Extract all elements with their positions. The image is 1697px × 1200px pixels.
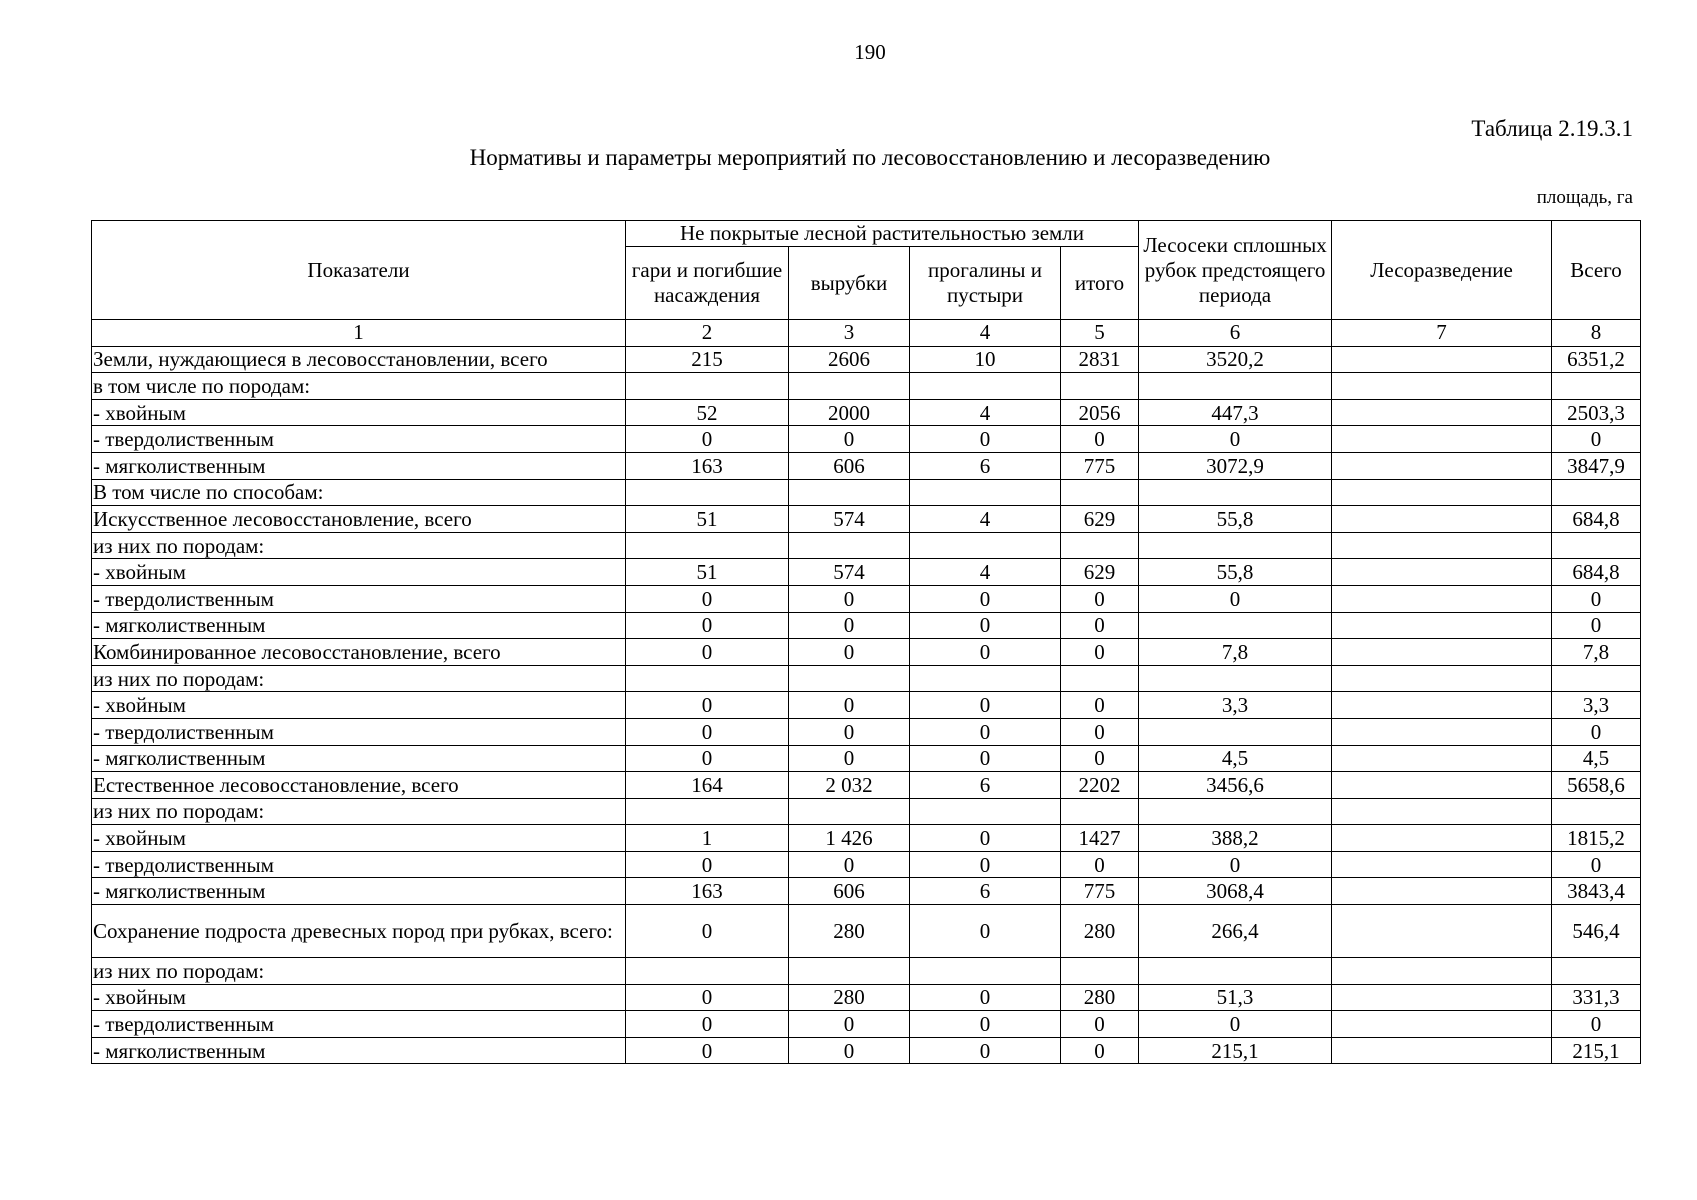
table-cell: 0 xyxy=(1061,1037,1139,1064)
column-number: 6 xyxy=(1139,320,1332,347)
table-cell: 447,3 xyxy=(1139,399,1332,426)
row-label: Земли, нуждающиеся в лесовосстановлении, всего xyxy=(92,346,626,373)
table-row xyxy=(92,825,1641,852)
table-cell: 0 xyxy=(910,585,1061,612)
table-cell xyxy=(910,665,1061,692)
table-cell: 55,8 xyxy=(1139,506,1332,533)
table-cell xyxy=(1061,798,1139,825)
table-cell: 6 xyxy=(910,772,1061,799)
table-cell: 0 xyxy=(1061,612,1139,639)
table-cell xyxy=(1552,665,1641,692)
table-cell: 51 xyxy=(626,506,789,533)
table-row xyxy=(92,479,1641,506)
row-label: Искусственное лесовосстановление, всего xyxy=(92,506,626,533)
row-label: - мягколиственным xyxy=(92,745,626,772)
row-label: - твердолиственным xyxy=(92,851,626,878)
row-label: из них по породам: xyxy=(92,532,626,559)
table-cell xyxy=(1332,772,1552,799)
table-cell: 0 xyxy=(910,718,1061,745)
header-subtotal: итого xyxy=(1061,247,1139,320)
table-cell: 51 xyxy=(626,559,789,586)
table-cell: 1 426 xyxy=(789,825,910,852)
table-cell: 606 xyxy=(789,878,910,905)
table-cell: 2202 xyxy=(1061,772,1139,799)
row-label: - мягколиственным xyxy=(92,1037,626,1064)
table-cell: 0 xyxy=(626,905,789,958)
row-label: Естественное лесовосстановление, всего xyxy=(92,772,626,799)
row-label: - мягколиственным xyxy=(92,878,626,905)
table-row xyxy=(92,346,1641,373)
table-cell: 0 xyxy=(626,1037,789,1064)
table-cell: 0 xyxy=(910,639,1061,666)
table-row xyxy=(92,745,1641,772)
table-cell xyxy=(1332,665,1552,692)
table-cell: 0 xyxy=(910,984,1061,1011)
table-cell xyxy=(1332,825,1552,852)
table-cell xyxy=(789,532,910,559)
table-cell: 0 xyxy=(1552,851,1641,878)
table-cell xyxy=(1332,426,1552,453)
table-cell: 0 xyxy=(1552,1011,1641,1038)
table-row xyxy=(92,692,1641,719)
table-cell xyxy=(1332,1037,1552,1064)
table-cell: 0 xyxy=(626,426,789,453)
table-cell: 0 xyxy=(1061,639,1139,666)
table-cell: 0 xyxy=(1552,585,1641,612)
table-row xyxy=(92,958,1641,985)
header-burnt-dead-stands: гари и погибшие насаждения xyxy=(626,247,789,320)
table-cell: 1 xyxy=(626,825,789,852)
table-number: Таблица 2.19.3.1 xyxy=(1471,116,1633,141)
table-cell: 0 xyxy=(789,1037,910,1064)
table-cell: 10 xyxy=(910,346,1061,373)
table-row xyxy=(92,612,1641,639)
table-cell: 4,5 xyxy=(1139,745,1332,772)
column-number: 5 xyxy=(1061,320,1139,347)
table-cell xyxy=(1061,532,1139,559)
table-cell: 546,4 xyxy=(1552,905,1641,958)
table-cell: 0 xyxy=(1061,851,1139,878)
table-cell: 1815,2 xyxy=(1552,825,1641,852)
table-cell: 4,5 xyxy=(1552,745,1641,772)
table-cell xyxy=(1139,958,1332,985)
table-cell xyxy=(1332,798,1552,825)
table-cell: 52 xyxy=(626,399,789,426)
table-cell: 3,3 xyxy=(1552,692,1641,719)
table-cell: 0 xyxy=(1061,718,1139,745)
column-numbers-row xyxy=(92,320,1641,347)
table-row xyxy=(92,585,1641,612)
table-cell: 3520,2 xyxy=(1139,346,1332,373)
table-cell: 0 xyxy=(1552,612,1641,639)
table-cell: 0 xyxy=(910,851,1061,878)
units-label: площадь, га xyxy=(1536,187,1633,208)
table-cell xyxy=(1139,612,1332,639)
table-cell xyxy=(1139,479,1332,506)
row-label: - твердолиственным xyxy=(92,585,626,612)
table-row xyxy=(92,559,1641,586)
table-cell xyxy=(1332,506,1552,533)
table-cell xyxy=(1552,373,1641,400)
header-group-uncovered-lands: Не покрытые лесной растительностью земли xyxy=(626,221,1139,247)
table-cell: 0 xyxy=(626,585,789,612)
table-cell xyxy=(1332,745,1552,772)
table-cell: 0 xyxy=(1061,585,1139,612)
table-cell xyxy=(789,958,910,985)
header-total: Всего xyxy=(1552,221,1641,320)
table-cell xyxy=(1332,373,1552,400)
table-cell xyxy=(1061,958,1139,985)
table-row xyxy=(92,665,1641,692)
table-cell: 215,1 xyxy=(1139,1037,1332,1064)
table-cell: 266,4 xyxy=(1139,905,1332,958)
table-cell: 0 xyxy=(789,426,910,453)
table-cell: 0 xyxy=(626,851,789,878)
table-cell: 2000 xyxy=(789,399,910,426)
row-label: - твердолиственным xyxy=(92,426,626,453)
table-cell xyxy=(1061,373,1139,400)
row-label: - хвойным xyxy=(92,399,626,426)
row-label: - мягколиственным xyxy=(92,612,626,639)
table-cell: 574 xyxy=(789,559,910,586)
row-label: в том числе по породам: xyxy=(92,373,626,400)
table-cell: 0 xyxy=(789,851,910,878)
table-cell: 2606 xyxy=(789,346,910,373)
table-cell xyxy=(1332,559,1552,586)
table-row xyxy=(92,639,1641,666)
row-label: из них по породам: xyxy=(92,958,626,985)
table-row xyxy=(92,373,1641,400)
table-row xyxy=(92,1037,1641,1064)
table-cell: 3072,9 xyxy=(1139,452,1332,479)
table-cell: 0 xyxy=(626,639,789,666)
table-cell: 775 xyxy=(1061,452,1139,479)
table-cell xyxy=(1552,532,1641,559)
table-cell: 0 xyxy=(910,1011,1061,1038)
table-cell xyxy=(1552,958,1641,985)
column-number: 1 xyxy=(92,320,626,347)
table-cell: 4 xyxy=(910,559,1061,586)
table-row xyxy=(92,399,1641,426)
table-cell: 2056 xyxy=(1061,399,1139,426)
data-table xyxy=(91,220,1641,1064)
table-cell: 215,1 xyxy=(1552,1037,1641,1064)
header-clear-cut-areas: Лесосеки сплошных рубок предстоящего периода xyxy=(1139,221,1332,320)
row-label: - твердолиственным xyxy=(92,1011,626,1038)
table-cell: 0 xyxy=(910,1037,1061,1064)
header-glades-wastelands: прогалины и пустыри xyxy=(910,247,1061,320)
table-cell: 331,3 xyxy=(1552,984,1641,1011)
table-cell: 2831 xyxy=(1061,346,1139,373)
table-cell xyxy=(1139,373,1332,400)
table-cell: 2 032 xyxy=(789,772,910,799)
column-number: 4 xyxy=(910,320,1061,347)
table-cell: 1427 xyxy=(1061,825,1139,852)
table-cell: 280 xyxy=(1061,984,1139,1011)
table-cell xyxy=(1332,718,1552,745)
table-cell: 6 xyxy=(910,452,1061,479)
table-cell: 3847,9 xyxy=(1552,452,1641,479)
table-cell xyxy=(789,798,910,825)
table-cell: 0 xyxy=(626,718,789,745)
table-cell: 0 xyxy=(910,825,1061,852)
header-clearings: вырубки xyxy=(789,247,910,320)
table-cell: 0 xyxy=(1061,426,1139,453)
table-cell: 606 xyxy=(789,452,910,479)
table-cell xyxy=(1332,905,1552,958)
column-number: 8 xyxy=(1552,320,1641,347)
table-row xyxy=(92,878,1641,905)
table-cell: 0 xyxy=(789,612,910,639)
table-cell xyxy=(626,798,789,825)
table-cell xyxy=(1332,984,1552,1011)
table-cell: 163 xyxy=(626,878,789,905)
column-number: 7 xyxy=(1332,320,1552,347)
table-cell xyxy=(1061,479,1139,506)
table-cell: 0 xyxy=(626,612,789,639)
table-title: Нормативы и параметры мероприятий по лесовосстановлению и лесоразведению xyxy=(469,145,1271,170)
page-number: 190 xyxy=(854,40,886,64)
table-cell: 0 xyxy=(1139,426,1332,453)
table-cell: 3456,6 xyxy=(1139,772,1332,799)
table-cell: 775 xyxy=(1061,878,1139,905)
table-cell: 0 xyxy=(1139,1011,1332,1038)
table-cell xyxy=(1139,718,1332,745)
table-cell: 164 xyxy=(626,772,789,799)
table-cell: 0 xyxy=(1139,585,1332,612)
table-cell xyxy=(1332,479,1552,506)
table-cell: 574 xyxy=(789,506,910,533)
table-cell: 0 xyxy=(1061,745,1139,772)
table-cell: 4 xyxy=(910,506,1061,533)
table-cell: 629 xyxy=(1061,559,1139,586)
table-cell: 280 xyxy=(1061,905,1139,958)
table-cell xyxy=(1332,1011,1552,1038)
row-label: В том числе по способам: xyxy=(92,479,626,506)
column-number: 3 xyxy=(789,320,910,347)
table-row xyxy=(92,506,1641,533)
table-cell xyxy=(1332,958,1552,985)
table-cell: 215 xyxy=(626,346,789,373)
table-cell: 629 xyxy=(1061,506,1139,533)
table-cell: 3,3 xyxy=(1139,692,1332,719)
table-cell: 7,8 xyxy=(1139,639,1332,666)
header-indicators: Показатели xyxy=(92,221,626,320)
table-cell xyxy=(1552,798,1641,825)
table-row xyxy=(92,718,1641,745)
table-cell xyxy=(626,665,789,692)
table-cell: 0 xyxy=(1139,851,1332,878)
table-cell: 0 xyxy=(1061,692,1139,719)
table-cell xyxy=(1332,612,1552,639)
table-row xyxy=(92,984,1641,1011)
table-row xyxy=(92,851,1641,878)
table-cell: 6 xyxy=(910,878,1061,905)
row-label: из них по породам: xyxy=(92,798,626,825)
table-cell xyxy=(1332,532,1552,559)
table-cell xyxy=(910,479,1061,506)
table-cell: 0 xyxy=(789,692,910,719)
table-cell xyxy=(789,479,910,506)
table-row xyxy=(92,905,1641,958)
table-row xyxy=(92,772,1641,799)
table-row xyxy=(92,798,1641,825)
table-cell: 7,8 xyxy=(1552,639,1641,666)
table-cell xyxy=(1332,585,1552,612)
row-label: из них по породам: xyxy=(92,665,626,692)
table-cell: 684,8 xyxy=(1552,506,1641,533)
table-row xyxy=(92,1011,1641,1038)
row-label: Сохранение подроста древесных пород при рубках, всего: xyxy=(92,905,626,958)
table-cell: 0 xyxy=(910,692,1061,719)
table-cell xyxy=(1332,692,1552,719)
table-cell xyxy=(910,958,1061,985)
table-cell xyxy=(1332,878,1552,905)
table-cell xyxy=(910,798,1061,825)
table-cell xyxy=(1139,665,1332,692)
row-label: - твердолиственным xyxy=(92,718,626,745)
table-cell: 0 xyxy=(626,692,789,719)
table-cell: 0 xyxy=(789,639,910,666)
table-cell xyxy=(1332,639,1552,666)
table-cell: 0 xyxy=(789,745,910,772)
table-row xyxy=(92,426,1641,453)
table-cell: 280 xyxy=(789,984,910,1011)
table-cell: 4 xyxy=(910,399,1061,426)
row-label: - хвойным xyxy=(92,984,626,1011)
table-cell: 2503,3 xyxy=(1552,399,1641,426)
table-cell: 388,2 xyxy=(1139,825,1332,852)
table-body xyxy=(92,346,1641,1064)
table-cell xyxy=(789,665,910,692)
table-row xyxy=(92,452,1641,479)
table-cell: 684,8 xyxy=(1552,559,1641,586)
table-cell: 280 xyxy=(789,905,910,958)
table-cell: 163 xyxy=(626,452,789,479)
table-cell: 0 xyxy=(626,745,789,772)
table-cell xyxy=(1332,452,1552,479)
table-cell xyxy=(910,532,1061,559)
row-label: - хвойным xyxy=(92,825,626,852)
table-cell: 0 xyxy=(1552,426,1641,453)
table-cell: 0 xyxy=(910,745,1061,772)
table-cell: 51,3 xyxy=(1139,984,1332,1011)
table-cell: 0 xyxy=(910,612,1061,639)
table-cell: 0 xyxy=(789,585,910,612)
table-cell: 0 xyxy=(1061,1011,1139,1038)
table-cell: 5658,6 xyxy=(1552,772,1641,799)
table-cell xyxy=(1552,479,1641,506)
table-cell: 0 xyxy=(910,426,1061,453)
table-row xyxy=(92,532,1641,559)
table-cell xyxy=(626,958,789,985)
table-cell xyxy=(1139,798,1332,825)
header-afforestation: Лесоразведение xyxy=(1332,221,1552,320)
table-cell: 6351,2 xyxy=(1552,346,1641,373)
table-cell: 55,8 xyxy=(1139,559,1332,586)
table-cell xyxy=(910,373,1061,400)
table-cell xyxy=(789,373,910,400)
row-label: - хвойным xyxy=(92,559,626,586)
table-cell: 0 xyxy=(626,984,789,1011)
table-cell: 3068,4 xyxy=(1139,878,1332,905)
table-cell xyxy=(1332,399,1552,426)
table-cell xyxy=(1139,532,1332,559)
column-number: 2 xyxy=(626,320,789,347)
table-cell: 0 xyxy=(789,718,910,745)
table-cell: 0 xyxy=(626,1011,789,1038)
table-cell xyxy=(626,532,789,559)
table-cell: 0 xyxy=(789,1011,910,1038)
row-label: - хвойным xyxy=(92,692,626,719)
row-label: Комбинированное лесовосстановление, всего xyxy=(92,639,626,666)
table-cell xyxy=(626,373,789,400)
table-cell xyxy=(1332,346,1552,373)
table-cell xyxy=(626,479,789,506)
table-cell: 3843,4 xyxy=(1552,878,1641,905)
table-cell: 0 xyxy=(910,905,1061,958)
row-label: - мягколиственным xyxy=(92,452,626,479)
table-cell xyxy=(1061,665,1139,692)
table-cell xyxy=(1332,851,1552,878)
table-cell: 0 xyxy=(1552,718,1641,745)
